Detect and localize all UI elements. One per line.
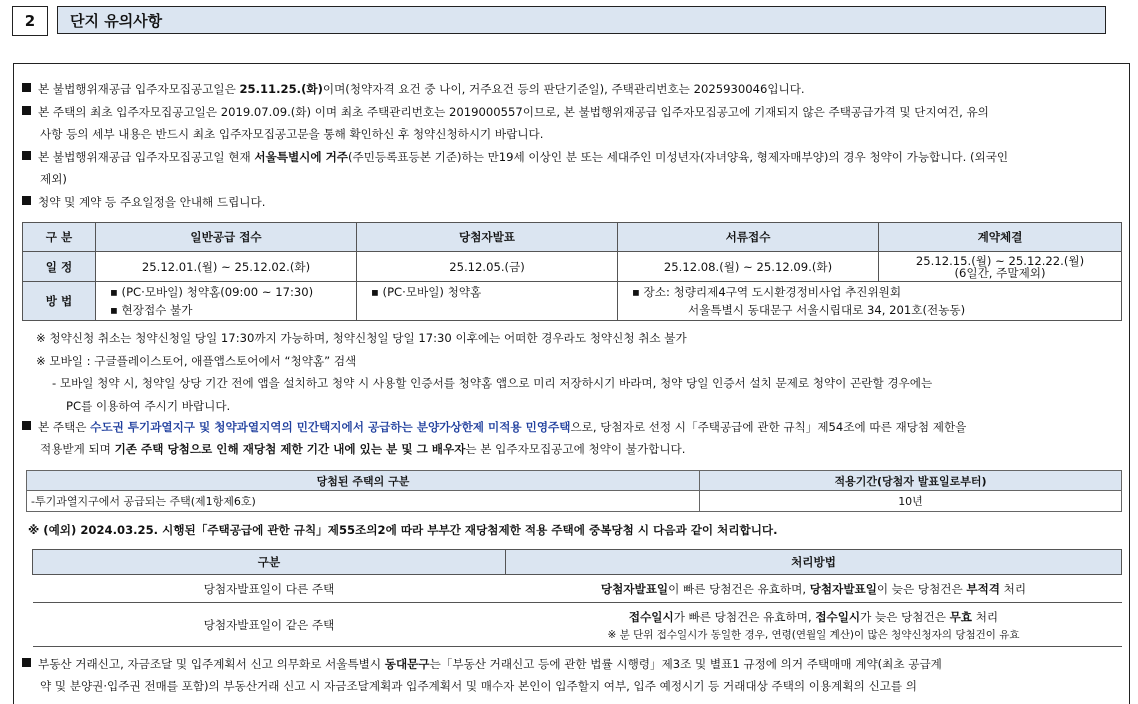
table-header-row: 구분 처리방법: [33, 550, 1122, 575]
table-header-row: 구 분 일반공급 접수 당첨자발표 서류접수 계약체결: [23, 223, 1122, 252]
note-cancel: ※ 청약신청 취소는 청약신청일 당일 17:30까지 가능하며, 청약신청일 당일 17:30 이후에는 어떠한 경우라도 청약신청 취소 불가: [36, 331, 687, 345]
section-header: [12, 6, 1106, 36]
square-bullet-icon: [22, 196, 31, 205]
bullet-notice-date: 본 불법행위재공급 입주자모집공고일은 25.11.25.(화)이며(청약자격 요건 중 나이, 거주요건 등의 판단기준일), 주택관리번호는 2025930046입니다.: [22, 78, 1124, 100]
bullet-first-notice: 본 주택의 최초 입주자모집공고일은 2019.07.09.(화) 이며 최초 주택관리번호는 2019000557이므로, 본 불법행위재공급 입주자모집공고에 기재되지 않은 주택공급가격 및 단지여건, 유의 사항 등의 세부 내용은 반드시 최초 입주자모집공고문을 통해 확인하신 후 청약신청하시기 바랍니다.: [22, 101, 1124, 145]
bullet-rewin-restriction: 본 주택은 수도권 투기과열지구 및 청약과열지역의 민간택지에서 공급하는 분양가상한제 미적용 민영주택으로, 당첨자로 선정 시「주택공급에 관한 규칙」제54조에 따른 재당첨 제한을 적용받게 되며 기존 주택 당첨으로 인해 재당첨 제한 기간 내에 있는 분 및 그 배우자는 본 입주자모집공고에 청약이 불가합니다.: [22, 416, 1124, 460]
table-row: 일 정 25.12.01.(월) ~ 25.12.02.(화) 25.12.05.(금) 25.12.08.(월) ~ 25.12.09.(화) 25.12.15.(월) ~ 25.12.22.(월) (6일간, 주말제외): [23, 252, 1122, 282]
bullet-real-estate-report: 부동산 거래신고, 자금조달 및 입주계획서 신고 의무화로 서울특별시 동대문구는「부동산 거래신고 등에 관한 법률 시행령」제3조 및 별표1 규정에 의거 주택매매 계약(최초 공급계 약 및 분양권·입주권 전매를 포함)의 부동산거래 신고 시 자금조달계획과 입주계획서 및 매수자 본인이 입주할지 여부, 입주 예정시기 등 거래대상 주택의 이용계획의 신고를 의: [22, 653, 1124, 697]
note-mobile-detail: - 모바일 청약 시, 청약일 상당 기간 전에 앱을 설치하고 청약 시 사용할 인증서를 청약홈 앱으로 미리 저장하시기 바라며, 청약 당일 인증서 설치 문제로 청약이 곤란할 경우에는 PC를 이용하여 주시기 바랍니다.: [52, 376, 933, 413]
note-mobile: ※ 모바일 : 구글플레이스토어, 애플앱스토어에서 “청약홈” 검색: [36, 354, 357, 368]
section-number: 2: [12, 6, 48, 36]
section-title: 단지 유의사항: [57, 6, 1106, 34]
schedule-table: [22, 222, 1122, 321]
process-table: [32, 549, 1122, 647]
square-bullet-icon: [22, 106, 31, 115]
square-bullet-icon: [22, 421, 31, 430]
table-row: 당첨자발표일이 다른 주택 당첨자발표일이 빠른 당첨건은 유효하며, 당첨자발표일이 늦은 당첨건은 부적격 처리: [33, 575, 1122, 603]
bullet-eligibility: 본 불법행위재공급 입주자모집공고일 현재 서울특별시에 거주(주민등록표등본 기준)하는 만19세 이상인 분 또는 세대주인 미성년자(자녀양육, 형제자매부양)의 경우 청약이 가능합니다. (외국인 제외): [22, 146, 1124, 190]
restriction-table: [26, 470, 1122, 512]
content-box: [13, 63, 1130, 704]
square-bullet-icon: [22, 151, 31, 160]
square-bullet-icon: [22, 83, 31, 92]
contract-period: 25.12.15.(월) ~ 25.12.22.(월) (6일간, 주말제외): [879, 252, 1122, 282]
exception-note: ※ (예외) 2024.03.25. 시행된「주택공급에 관한 규칙」제55조의2에 따라 부부간 재당첨제한 적용 주택에 중복당첨 시 다음과 같이 처리합니다.: [28, 523, 778, 537]
table-row: -투기과열지구에서 공급되는 주택(제1항제6호) 10년: [27, 491, 1122, 512]
bullet-schedule-intro: 청약 및 계약 등 주요일정을 안내해 드립니다.: [22, 191, 1124, 213]
table-header-row: 당첨된 주택의 구분 적용기간(당첨자 발표일로부터): [27, 471, 1122, 491]
table-row: 당첨자발표일이 같은 주택 접수일시가 빠른 당첨건은 유효하며, 접수일시가 늦은 당첨건은 무효 처리 ※ 분 단위 접수일시가 동일한 경우, 연령(연월일 계산)이 많은 청약신청자의 당첨건이 유효: [33, 603, 1122, 647]
table-row: 방 법 ▪ (PC·모바일) 청약홈(09:00 ~ 17:30) ▪ 현장접수 불가 ▪ (PC·모바일) 청약홈 ▪ 장소: 청량리제4구역 도시환경정비사업 추진위원회 서울특별시 동대문구 서울시립대로 34, 201호(전농동): [23, 282, 1122, 321]
square-bullet-icon: [22, 658, 31, 667]
